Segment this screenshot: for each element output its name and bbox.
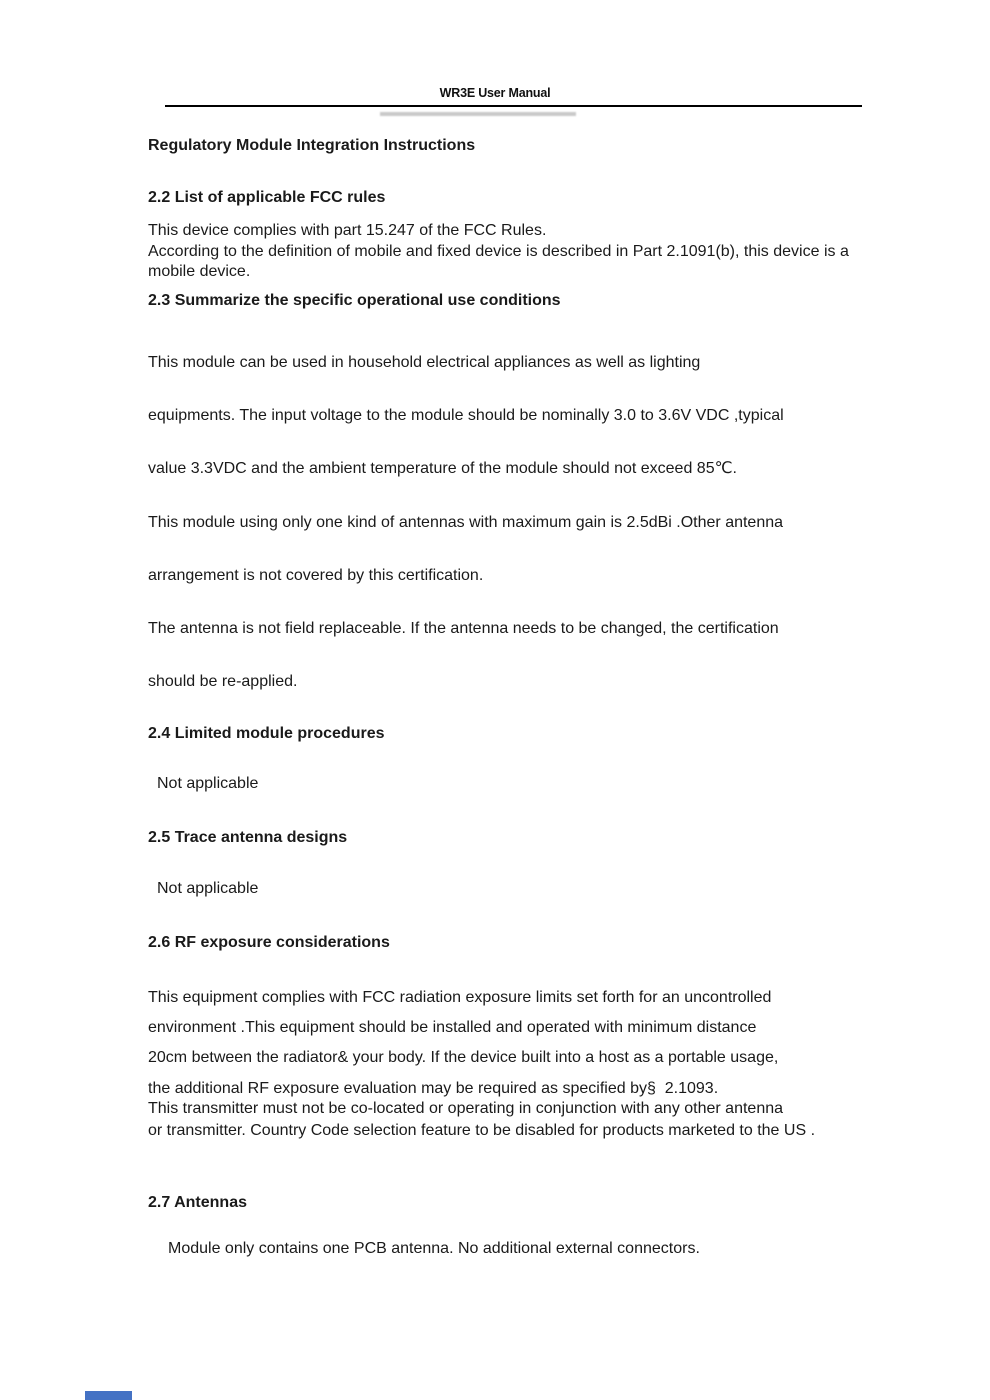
text-line: the additional RF exposure evaluation may be required as specified by§ 2.1093. [148, 1079, 719, 1097]
document-title: Regulatory Module Integration Instructions [148, 137, 476, 154]
section-heading-2-6: 2.6 RF exposure considerations [148, 934, 390, 952]
text-line: arrangement is not covered by this certification. [148, 566, 484, 584]
text-line: 20cm between the radiator& your body. If the device built into a host as a portable usage, [148, 1049, 779, 1067]
section-heading-2-2: 2.2 List of applicable FCC rules [148, 189, 386, 207]
paragraph-2-2 [148, 221, 950, 283]
text-line: or transmitter. Country Code selection feature to be disabled for products marketed to the US . [148, 1121, 816, 1139]
text-line: mobile device. [148, 263, 251, 281]
section-2-5-body: Not applicable [157, 879, 259, 897]
text-line: value 3.3VDC and the ambient temperature of the module should not exceed 85℃. [148, 460, 737, 478]
header-title: WR3E User Manual [439, 86, 551, 100]
header-rule [165, 105, 862, 107]
section-heading-2-3: 2.3 Summarize the specific operational use conditions [148, 292, 561, 310]
text-line: environment .This equipment should be installed and operated with minimum distance [148, 1019, 757, 1037]
text-line: According to the definition of mobile and fixed device is described in Part 2.1091(b), this device is a [148, 242, 849, 260]
text-line: This module can be used in household electrical appliances as well as lighting [148, 353, 701, 371]
section-heading-2-5: 2.5 Trace antenna designs [148, 828, 348, 846]
paragraph-2-6-a [148, 983, 950, 1104]
text-line: should be re-applied. [148, 673, 298, 691]
paragraph-2-3 [148, 336, 950, 709]
paragraph-2-6-b [148, 1098, 950, 1142]
page-header [0, 0, 990, 107]
text-line: This module using only one kind of antennas with maximum gain is 2.5dBi .Other antenna [148, 513, 784, 531]
section-2-7-body: Module only contains one PCB antenna. No additional external connectors. [168, 1240, 700, 1258]
page-content [0, 137, 990, 1259]
text-line: equipments. The input voltage to the module should be nominally 3.0 to 3.6V VDC ,typical [148, 406, 784, 424]
section-heading-2-7: 2.7 Antennas [148, 1193, 247, 1211]
text-line: The antenna is not field replaceable. If the antenna needs to be changed, the certification [148, 620, 779, 638]
header-rule-artifact [380, 112, 576, 116]
text-line: This transmitter must not be co-located or operating in conjunction with any other antenna [148, 1099, 784, 1117]
section-2-4-body: Not applicable [157, 775, 259, 793]
text-line: This device complies with part 15.247 of the FCC Rules. [148, 221, 547, 239]
footer-accent-bar [85, 1391, 132, 1400]
text-line: This equipment complies with FCC radiation exposure limits set forth for an uncontrolled [148, 988, 772, 1006]
section-heading-2-4: 2.4 Limited module procedures [148, 724, 385, 742]
